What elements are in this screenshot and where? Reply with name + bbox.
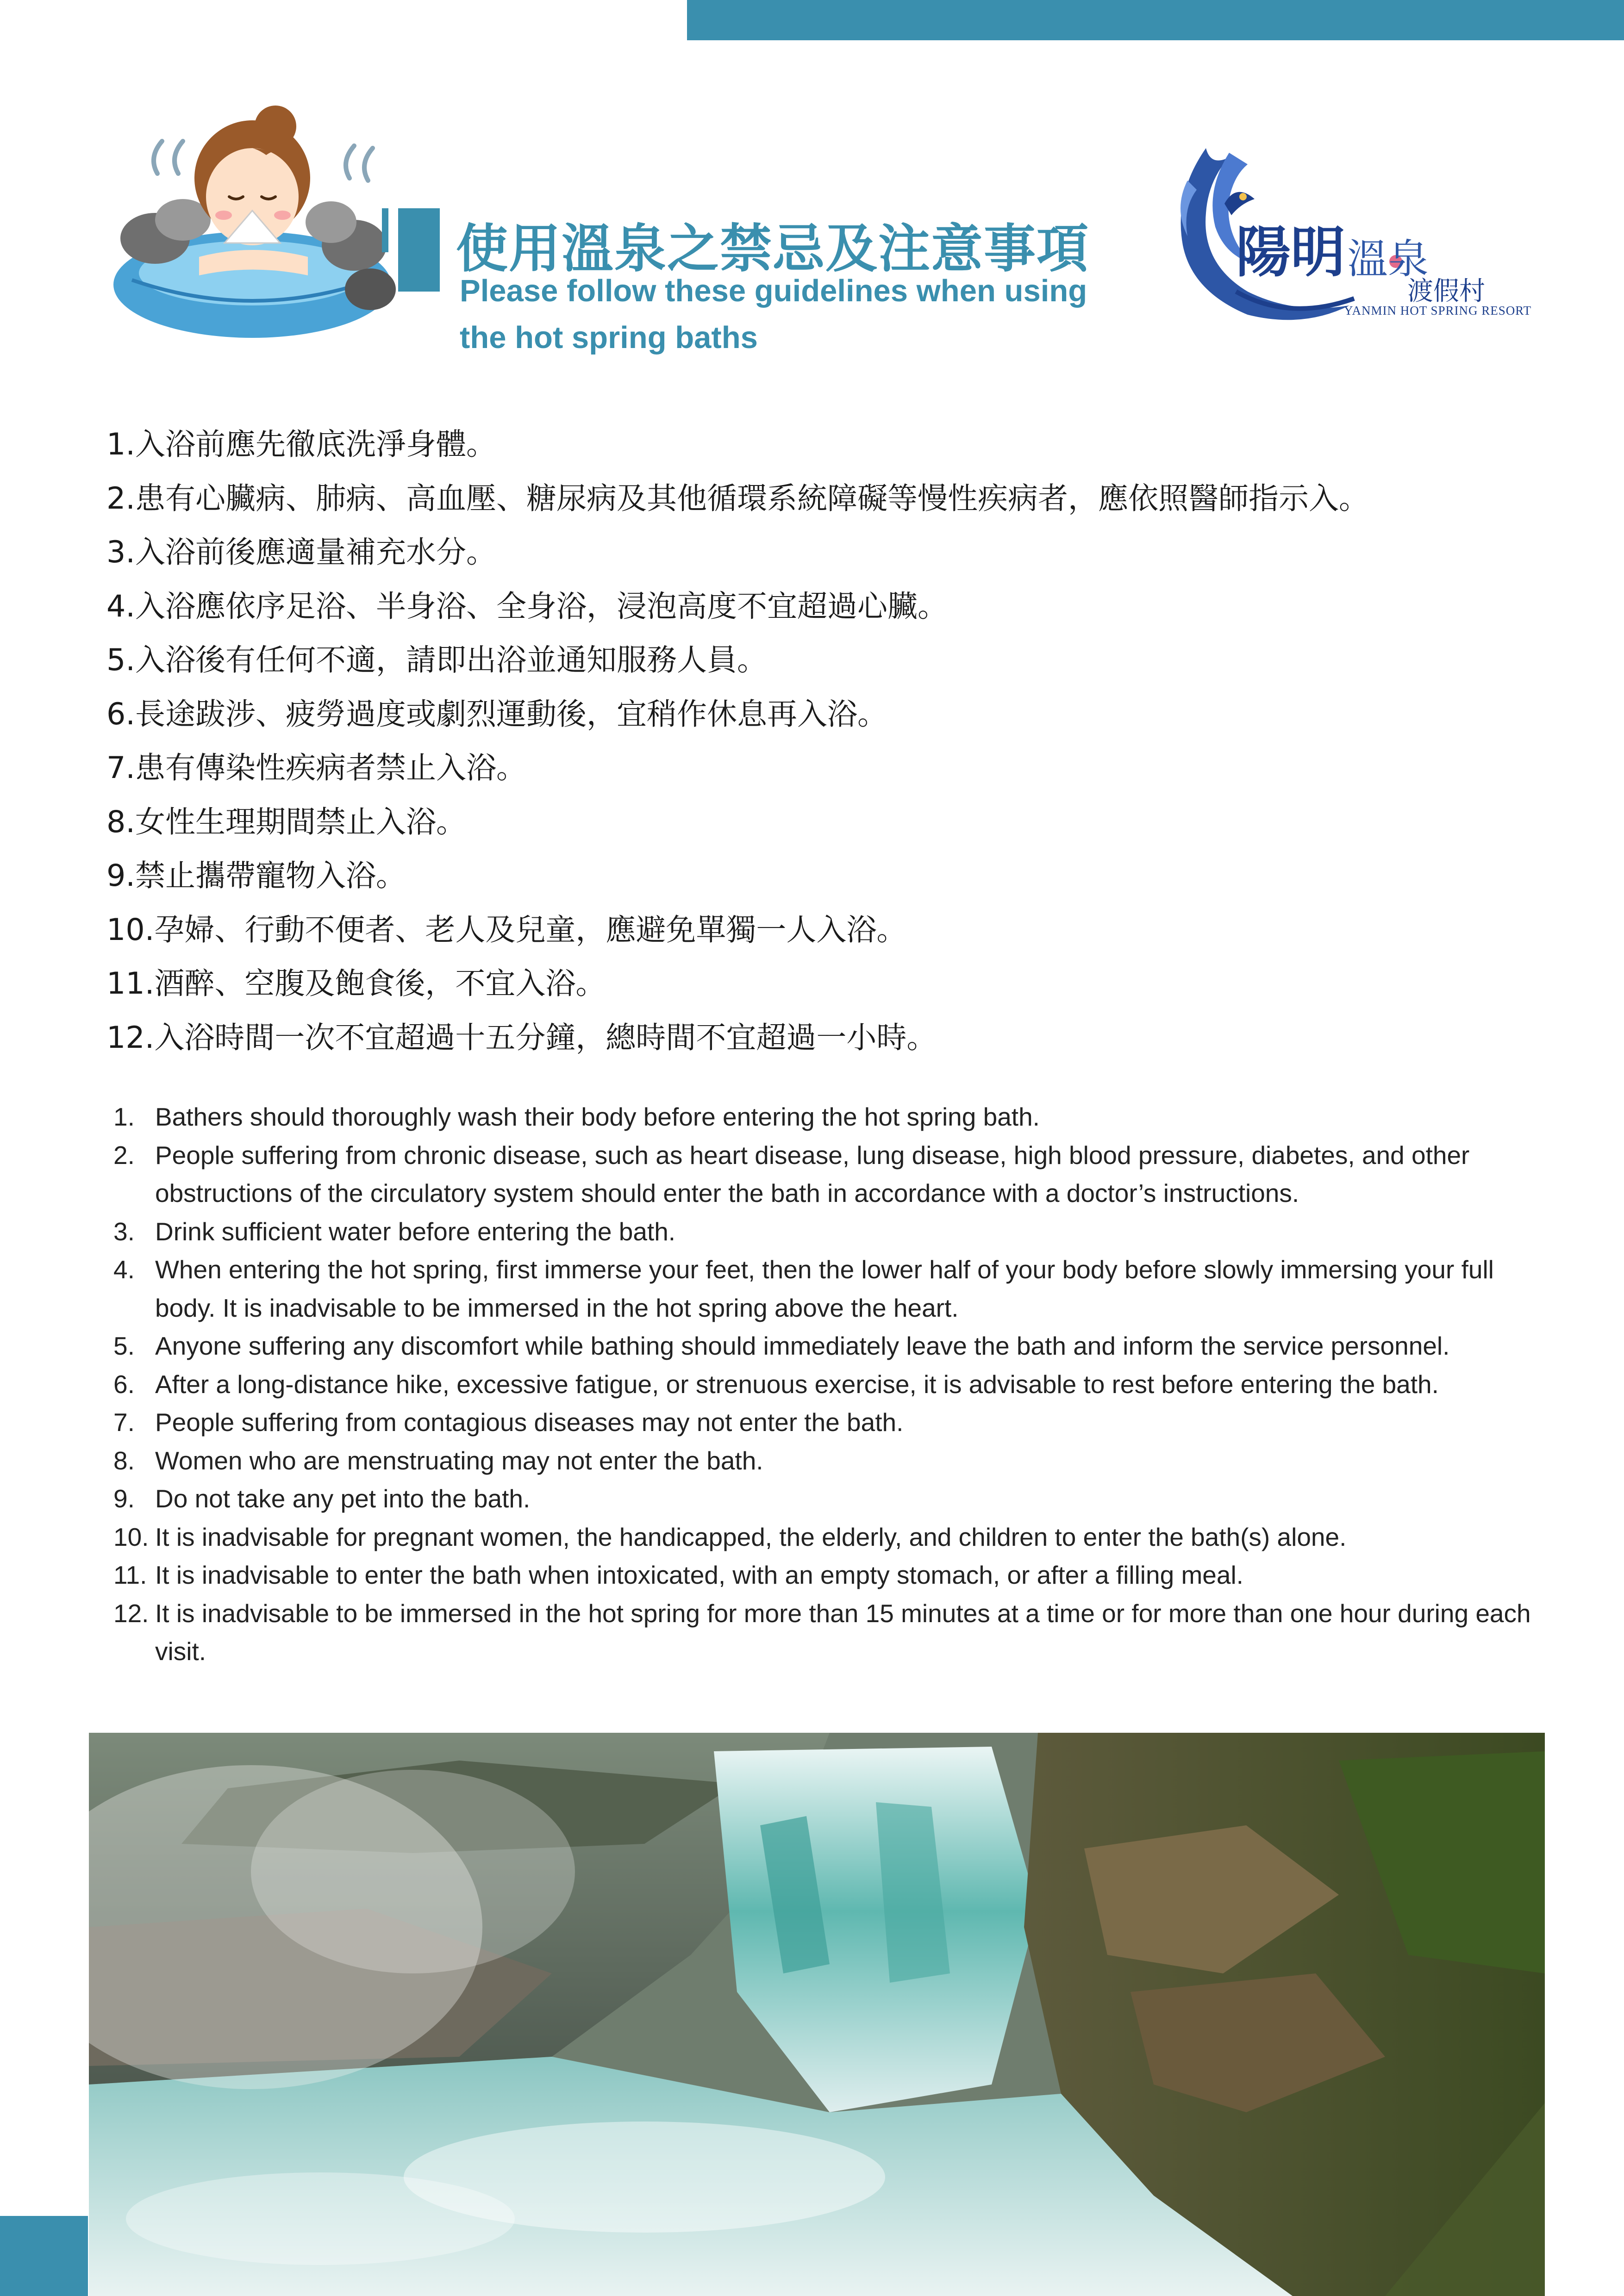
waterfall-photo-illustration [89, 1733, 1545, 2296]
list-item [113, 1480, 1558, 1518]
page-title-chinese: 使用溫泉之禁忌及注意事項 [456, 219, 1089, 279]
list-item-text: Anyone suffering any discomfort while bathing should immediately leave the bath and inform the service personnel. [155, 1332, 1450, 1360]
hot-spring-bather-icon [113, 104, 400, 345]
list-item [113, 1365, 1558, 1404]
list-item [113, 1213, 1558, 1251]
list-item: 11.酒醉、空腹及飽食後，不宜入浴。 [106, 966, 606, 1001]
list-item-number: 9. [113, 1484, 135, 1513]
list-item [113, 1327, 1558, 1365]
title-english-line-2: the hot spring baths [460, 320, 758, 355]
list-item-number: 6. [113, 1369, 135, 1399]
list-item [113, 1442, 1558, 1480]
list-item-text: When entering the hot spring, first immerse your feet, then the lower half of your body before slowly immersing your full body. It is inadvisable to be immersed in the hot spring above the heart. [155, 1255, 1494, 1322]
list-item: 10.孕婦、行動不便者、老人及兒童，應避免單獨一人入浴。 [106, 912, 907, 947]
title-accent-bar-thick [398, 208, 440, 292]
list-item [113, 1251, 1558, 1327]
list-item-number: 2. [113, 1140, 135, 1170]
list-item: 8.女性生理期間禁止入浴。 [106, 804, 467, 840]
list-item-number: 11. [113, 1561, 147, 1589]
list-item [113, 1403, 1558, 1442]
list-item: 2.患有心臟病、肺病、高血壓、糖尿病及其他循環系統障礙等慢性疾病者，應依照醫師指示入。 [106, 481, 1369, 516]
list-item: 1.入浴前應先徹底洗淨身體。 [106, 427, 497, 462]
list-item [113, 1098, 1558, 1136]
title-accent-bar-thin [382, 208, 388, 252]
list-item [113, 1136, 1558, 1213]
waterfall-photo [89, 1733, 1545, 2296]
list-item [113, 1594, 1558, 1671]
list-item: 6.長途跋涉、疲勞過度或劇烈運動後，宜稍作休息再入浴。 [106, 697, 888, 732]
list-item-number: 3. [113, 1217, 135, 1246]
list-item: 7.患有傳染性疾病者禁止入浴。 [106, 751, 527, 785]
list-item-text: After a long-distance hike, excessive fatigue, or strenuous exercise, it is advisable to rest before entering the bath. [155, 1369, 1439, 1399]
list-item-text: People suffering from chronic disease, such as heart disease, lung disease, high blood pressure, diabetes, and other obstructions of the circulatory system should enter the bath in accordance with a doctor’s instructions. [155, 1140, 1470, 1207]
list-item [113, 1556, 1558, 1594]
list-item: 9.禁止攜帶寵物入浴。 [106, 859, 406, 893]
list-item: 12.入浴時間一次不宜超過十五分鐘，總時間不宜超過一小時。 [106, 1020, 937, 1055]
bottom-left-accent-block [0, 2216, 88, 2296]
bather-illustration [113, 104, 400, 345]
list-item-number: 1. [113, 1102, 135, 1131]
list-item-number: 7. [113, 1408, 135, 1437]
list-item: 5.入浴後有任何不適，請即出浴並通知服務人員。 [106, 643, 768, 678]
logo-name-english: YANMIN HOT SPRING RESORT [1344, 304, 1532, 317]
list-item-number: 5. [113, 1332, 135, 1360]
list-item-text: It is inadvisable to be immersed in the hot spring for more than 15 minutes at a time or for more than one hour during each visit. [155, 1599, 1531, 1666]
list-item [113, 1518, 1558, 1556]
rules-list-english [113, 1098, 1558, 1671]
resort-logo [1155, 139, 1532, 333]
list-item-text: It is inadvisable to enter the bath when intoxicated, with an empty stomach, or after a filling meal. [155, 1561, 1243, 1589]
list-item: 3.入浴前後應適量補充水分。 [106, 535, 497, 570]
logo-name-chinese-2: 溫泉 [1347, 235, 1429, 283]
list-item-text: It is inadvisable for pregnant women, the handicapped, the elderly, and children to enter the bath(s) alone. [155, 1522, 1347, 1551]
list-item-text: Women who are menstruating may not enter the bath. [155, 1446, 763, 1475]
list-item-number: 8. [113, 1446, 135, 1475]
logo-name-chinese-3: 渡假村 [1407, 276, 1485, 306]
list-item-text: Do not take any pet into the bath. [155, 1484, 531, 1513]
list-item-number: 10. [113, 1522, 149, 1551]
list-item-text: People suffering from contagious diseases may not enter the bath. [155, 1408, 904, 1437]
list-item-text: Drink sufficient water before entering the bath. [155, 1217, 676, 1246]
list-item-number: 12. [113, 1599, 149, 1628]
page-title-english [460, 268, 1145, 361]
top-accent-band [687, 0, 1624, 40]
title-english-line-1: Please follow these guidelines when using [460, 274, 1087, 308]
logo-name-chinese-1: 陽明 [1236, 220, 1346, 284]
list-item: 4.入浴應依序足浴、半身浴、全身浴，浸泡高度不宜超過心臟。 [106, 589, 948, 624]
list-item-text: Bathers should thoroughly wash their body before entering the hot spring bath. [155, 1102, 1040, 1131]
list-item-number: 4. [113, 1255, 135, 1284]
rules-list-chinese [106, 418, 1542, 1065]
